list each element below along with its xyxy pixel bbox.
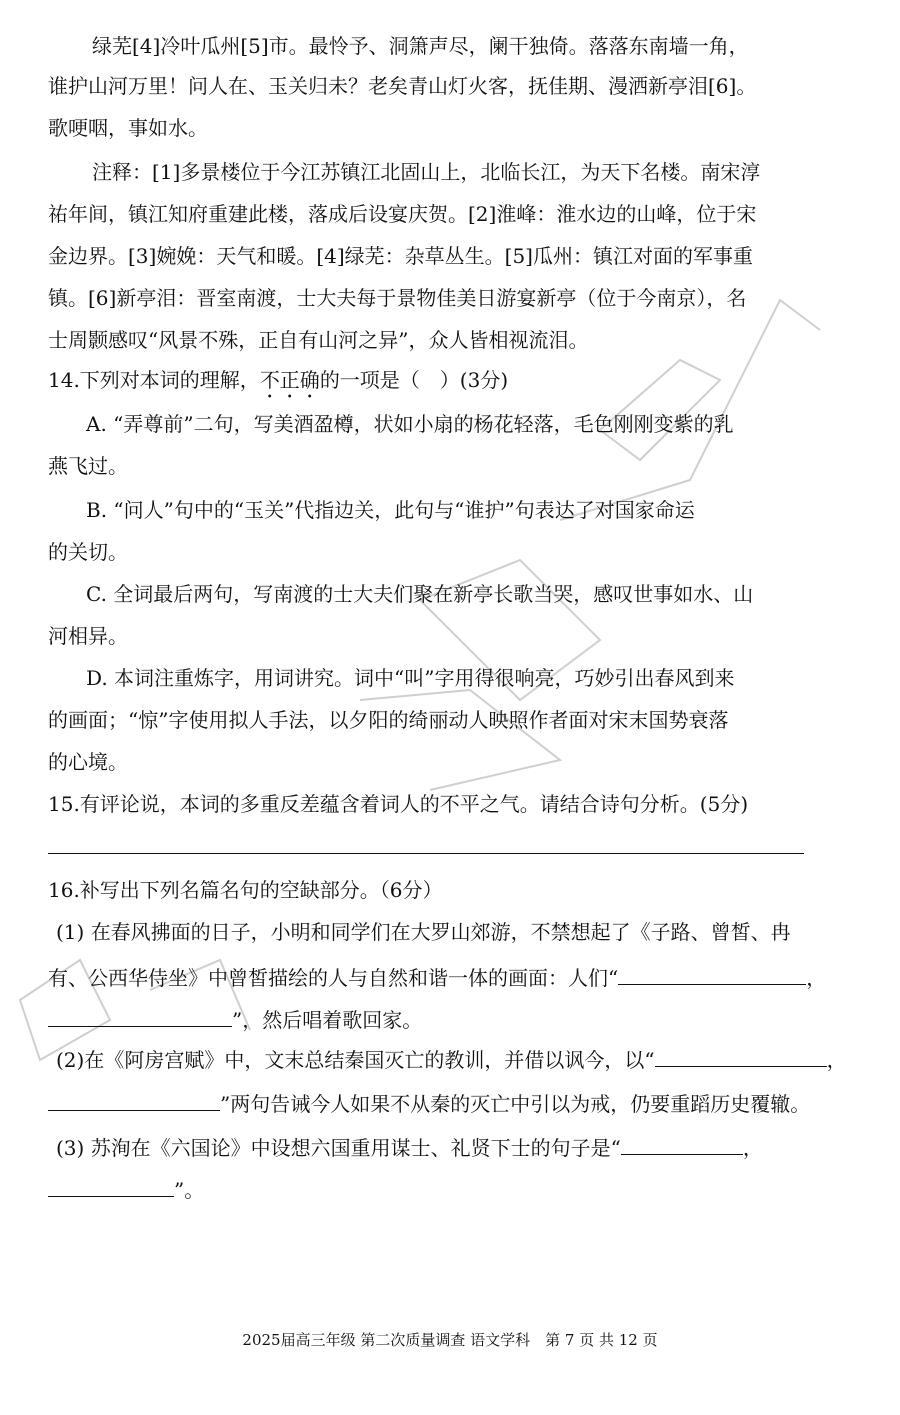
poem-line-1: 绿芜[4]冷叶瓜州[5]市。最怜予、洞箫声尽，阑干独倚。落落东南墙一角， <box>92 34 749 58</box>
option-b-line-1: B. “问人”句中的“玉关”代指边关，此句与“谁护”句表达了对国家命运 <box>86 498 695 522</box>
option-d-line-3: 的心境。 <box>48 750 128 774</box>
fill-blank-1b[interactable] <box>48 1004 232 1027</box>
page-footer: 2025届高三年级 第二次质量调查 语文学科 第 7 页 共 12 页 <box>242 1331 658 1349</box>
q16-part2-line2 <box>48 1088 868 1118</box>
note-line-3: 金边界。[3]婉娩：天气和暖。[4]绿芜：杂草丛生。[5]瓜州：镇江对面的军事重 <box>48 244 753 268</box>
q14-stem-after: 的一项是（ ）(3分) <box>319 368 509 392</box>
note-line-5: 士周颢感叹“风景不殊，正自有山河之异”，众人皆相视流泪。 <box>48 328 589 352</box>
q16-part3-text: (3) 苏洵在《六国论》中设想六国重用谋士、礼贤下士的句子是“ <box>56 1136 621 1160</box>
question-16-title: 16.补写出下列名篇名句的空缺部分。（6分） <box>48 878 443 902</box>
q16-part3-tail: ”。 <box>174 1178 205 1202</box>
option-d-line-2: 的画面；“惊”字使用拟人手法，以夕阳的绮丽动人映照作者面对宋末国势衰落 <box>48 708 729 732</box>
q14-stem-before: 14.下列对本词的理解， <box>48 368 260 392</box>
option-a-line-1: A. “弄尊前”二句，写美酒盈樽，状如小扇的杨花轻落，毛色刚刚变紫的乳 <box>86 412 734 436</box>
note-line-4: 镇。[6]新亭泪：晋室南渡，士大夫每于景物佳美日游宴新亭（位于今南京），名 <box>48 286 747 310</box>
q16-part2-comma: ， <box>826 1048 847 1072</box>
q16-part1-line2 <box>48 962 868 992</box>
note-line-2: 祐年间，镇江知府重建此楼，落成后设宴庆贺。[2]淮峰：淮水边的山峰，位于宋 <box>48 202 757 226</box>
q16-part1-line1: (1) 在春风拂面的日子，小明和同学们在大罗山郊游，不禁想起了《子路、曾皙、冉 <box>56 920 791 944</box>
option-d-line-1: D. 本词注重炼字，用词讲究。词中“叫”字用得很响亮，巧妙引出春风到来 <box>86 666 735 690</box>
q16-part2-tail: ”两句告诫今人如果不从秦的灭亡中引以为戒，仍要重蹈历史覆辙。 <box>220 1092 811 1116</box>
q16-part1-text: 有、公西华侍坐》中曾皙描绘的人与自然和谐一体的画面：人们“ <box>48 966 619 990</box>
q16-part3-comma: ， <box>742 1136 763 1160</box>
q16-part2-text: (2)在《阿房宫赋》中，文末总结秦国灭亡的教训，并借以讽今，以“ <box>56 1048 655 1072</box>
q16-part1-comma: ， <box>806 966 827 990</box>
q16-part1-line3 <box>48 1004 868 1034</box>
poem-line-2: 谁护山河万里！问人在、玉关归未？老矣青山灯火客，抚佳期、漫洒新亭泪[6]。 <box>48 74 757 98</box>
option-b-line-2: 的关切。 <box>48 540 128 564</box>
question-14-stem <box>48 366 868 403</box>
q14-stem-emphasis: 不正确 <box>259 368 320 392</box>
option-c-line-1: C. 全词最后两句，写南渡的士大夫们聚在新亭长歌当哭，感叹世事如水、山 <box>86 582 754 606</box>
q16-part2-line1 <box>56 1044 876 1074</box>
q16-part1-tail: ”，然后唱着歌回家。 <box>232 1008 423 1032</box>
fill-blank-3a[interactable] <box>621 1132 743 1155</box>
q16-part3-line2 <box>48 1174 868 1204</box>
answer-line-15[interactable] <box>48 853 804 854</box>
poem-line-3: 歌哽咽，事如水。 <box>48 116 208 140</box>
fill-blank-1a[interactable] <box>618 962 806 985</box>
option-a-line-2: 燕飞过。 <box>48 454 128 478</box>
fill-blank-2b[interactable] <box>48 1088 220 1111</box>
fill-blank-3b[interactable] <box>48 1174 174 1197</box>
fill-blank-2a[interactable] <box>655 1044 827 1067</box>
option-c-line-2: 河相异。 <box>48 624 128 648</box>
note-line-1: 注释：[1]多景楼位于今江苏镇江北固山上，北临长江，为天下名楼。南宋淳 <box>92 160 761 184</box>
q16-part3-line1 <box>56 1132 876 1162</box>
question-15: 15.有评论说，本词的多重反差蕴含着词人的不平之气。请结合诗句分析。(5分) <box>48 792 749 816</box>
